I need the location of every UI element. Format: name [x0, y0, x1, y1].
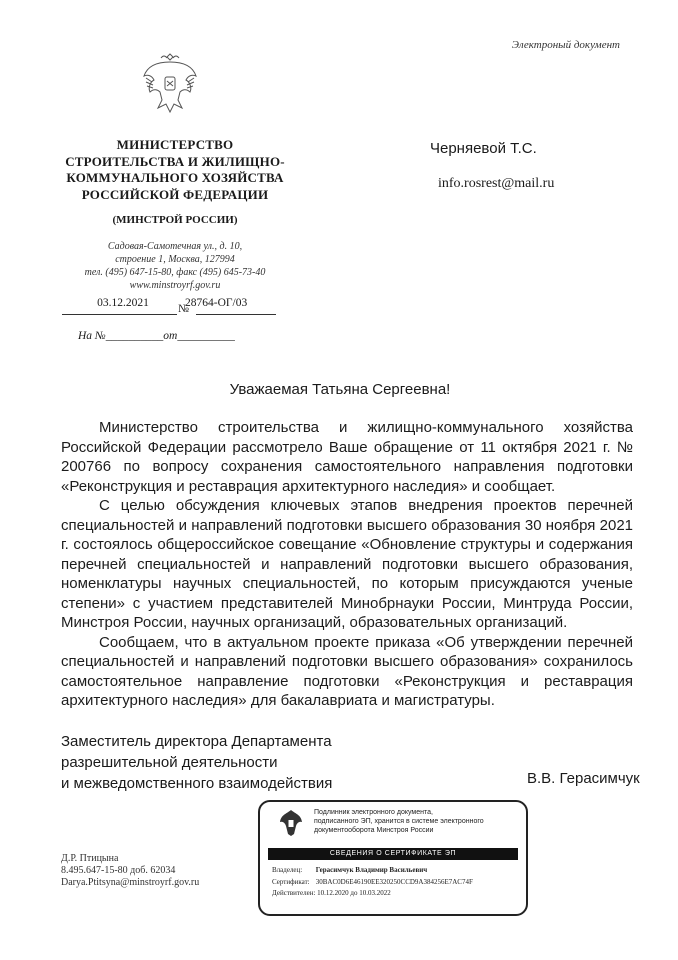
validity-label: Действителен:	[272, 889, 316, 897]
recipient-email: info.rosrest@mail.ru	[438, 176, 555, 191]
electronic-document-label: Электроный документ	[511, 39, 620, 51]
validity-value: 10.12.2020 до 10.03.2022	[317, 889, 391, 897]
ministry-line: СТРОИТЕЛЬСТВА И ЖИЛИЩНО-	[65, 153, 285, 169]
address-line: Садовая-Самотечная ул., д. 10,	[107, 241, 243, 252]
stamp-note	[314, 808, 519, 835]
executor-line: Д.Р. Птицына	[61, 853, 119, 864]
address-line: тел. (495) 647-15-80, факс (495) 645-73-40	[84, 267, 266, 278]
stamp-note-line: Подлинник электронного документа,	[314, 809, 433, 816]
certificate-number-row	[272, 877, 522, 889]
signer-title-line: разрешительной деятельности	[61, 754, 278, 771]
body-paragraph: С целью обсуждения ключевых этапов внедрения проектов перечней специальностей и направлений подготовки высшего образования 30 ноября 2021 г. состоялось общероссийское совещание «Обновление структуры и содержания перечней специальностей и направлений подготовки высшего образования, номенклатуры научных специальностей, по которым присуждаются ученые степени» с участием представителей Минобрнауки России, Минтруда России, Минстроя России, научных организаций, образовательных организаций.	[61, 497, 633, 631]
ministry-name	[55, 137, 295, 203]
registration-number-symbol: №	[178, 303, 189, 315]
address-line: строение 1, Москва, 127994	[115, 254, 235, 265]
certificate-details	[272, 865, 522, 900]
certificate-label: Сертификат:	[272, 877, 310, 886]
registration-number: 28764-ОГ/03	[185, 297, 248, 309]
signer-title-line: Заместитель директора Департамента	[61, 733, 332, 750]
ministry-line: РОССИЙСКОЙ ФЕДЕРАЦИИ	[81, 186, 269, 202]
recipient-name: Черняевой Т.С.	[430, 140, 537, 157]
stamp-note-line: документооборота Минстроя России	[314, 827, 434, 834]
body-paragraph: Министерство строительства и жилищно-коммунального хозяйства Российской Федерации рассмотрело Ваше обращение от 11 октября 2021 г. № 200766 по вопросу сохранения самостоятельного направления подготовки «Реконструкция и реставрация архитектурного наследия» и сообщает.	[61, 419, 633, 495]
salutation: Уважаемая Татьяна Сергеевна!	[229, 381, 451, 398]
signer-name: В.В. Герасимчук	[527, 770, 640, 787]
coat-of-arms-icon	[140, 50, 200, 116]
ministry-short-name: (МИНСТРОЙ РОССИИ)	[112, 214, 238, 226]
ministry-line: КОММУНАЛЬНОГО ХОЗЯЙСТВА	[66, 170, 284, 185]
executor-info	[61, 853, 261, 889]
certificate-header-bar: СВЕДЕНИЯ О СЕРТИФИКАТЕ ЭП	[268, 848, 518, 860]
ministry-address	[55, 240, 295, 292]
registration-date: 03.12.2021	[97, 297, 149, 309]
owner-value: Герасимчук Владимир Васильевич	[315, 866, 428, 874]
date-underline	[62, 314, 177, 315]
executor-line: 8.495.647-15-80 доб. 62034	[61, 865, 176, 876]
executor-line: Darya.Ptitsyna@minstroyrf.gov.ru	[61, 877, 200, 888]
certificate-validity-row	[272, 888, 522, 900]
certificate-owner-row	[272, 865, 522, 877]
e-signature-stamp	[258, 800, 528, 916]
certificate-value: 30BAC0D6E46190EE320250CCD9A384256E7AC74F	[315, 877, 473, 886]
stamp-note-line: подписанного ЭП, хранится в системе электронного	[314, 818, 484, 825]
body-paragraph: Сообщаем, что в актуальном проекте приказа «Об утверждении перечней специальностей и направлений подготовки высшего образования» сохранилось самостоятельное направление подготовки «Реконструкция и реставрация архитектурного наследия» для бакалавриата и магистратуры.	[61, 633, 633, 709]
in-reply-to-line: На №__________от__________	[78, 330, 235, 342]
number-underline	[196, 314, 276, 315]
letter-body	[61, 418, 633, 711]
ministry-emblem-icon	[278, 808, 304, 838]
owner-label: Владелец:	[272, 866, 303, 874]
address-line: www.minstroyrf.gov.ru	[129, 280, 221, 291]
signer-title-line: и межведомственного взаимодействия	[61, 775, 333, 792]
ministry-line: МИНИСТЕРСТВО	[116, 137, 234, 152]
signer-title	[61, 731, 381, 794]
